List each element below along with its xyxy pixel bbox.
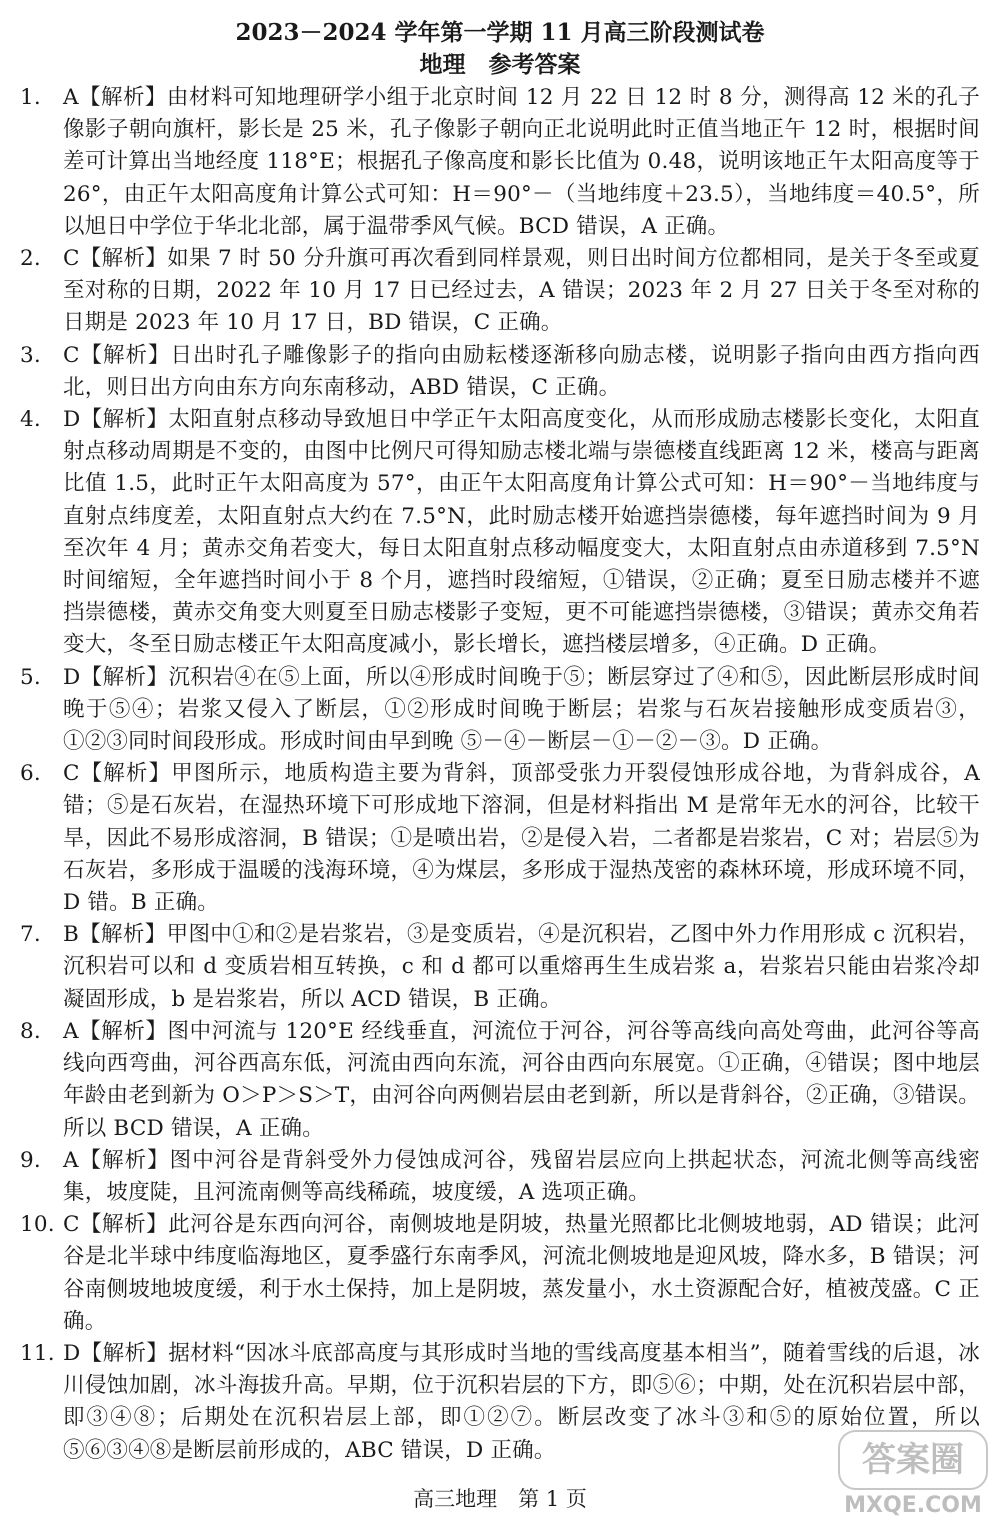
answer-item-2 [20,243,980,340]
answer-item-5 [20,662,980,759]
answer-list [20,82,980,1467]
site-watermark [838,1430,988,1522]
page-subtitle: 地理 参考答案 [419,51,581,78]
answer-number: 5. [20,664,41,690]
answer-item-9 [20,1145,980,1209]
page-title: 2023－2024 学年第一学期 11 月高三阶段测试卷 [235,19,765,46]
answer-number: 8. [20,1018,41,1044]
answer-text: A【解析】图中河流与 120°E 经线垂直，河流位于河谷，河谷等高线向高处弯曲，此河谷等高线向西弯曲，河谷西高东低，河流由西向东流，河谷由西向东展宽。①正确，④错误；图中地层年龄由老到新为 O＞P＞S＞T，由河谷向两侧岩层由老到新，所以是背斜谷，②正确，③错误。所以 BCD 错误，A 正确。 [63,1018,980,1141]
watermark-url: MXQE.COM [844,1493,982,1518]
watermark-logo: 答案圈 [838,1430,988,1490]
answer-text: A【解析】图中河谷是背斜受外力侵蚀成河谷，残留岩层应向上拱起状态，河流北侧等高线密集，坡度陡，且河流南侧等高线稀疏，坡度缓，A 选项正确。 [63,1147,980,1205]
answer-text: C【解析】此河谷是东西向河谷，南侧坡地是阴坡，热量光照都比北侧坡地弱，AD 错误；此河谷是北半球中纬度临海地区，夏季盛行东南季风，河流北侧坡地是迎风坡，降水多，B 错误；河谷南侧坡地坡度缓，利于水土保持，加上是阴坡，蒸发量小，水土资源配合好，植被茂盛。C 正确。 [63,1212,980,1334]
answer-number: 9. [20,1147,41,1173]
answer-item-11 [20,1338,980,1467]
answer-number: 11. [20,1340,55,1366]
page-footer: 高三地理 第 1 页 [413,1487,587,1511]
answer-item-10 [20,1209,980,1338]
answer-text: C【解析】甲图所示，地质构造主要为背斜，顶部受张力开裂侵蚀形成谷地，为背斜成谷，A 错；⑤是石灰岩，在湿热环境下可形成地下溶洞，但是材料指出 M 是常年无水的河谷，比较干旱，因此不易形成溶洞，B 错误；①是喷出岩，②是侵入岩，二者都是岩浆岩，C 对；岩层⑤为石灰岩，多形成于温暖的浅海环境，④为煤层，多形成于湿热茂密的森林环境，形成环境不同，D 错。B 正确。 [63,761,980,916]
answer-number: 4. [20,407,41,433]
answer-number: 7. [20,922,41,948]
answer-number: 1. [20,85,41,110]
answer-item-1 [20,82,980,243]
answer-number: 6. [20,761,41,787]
answer-item-8 [20,1016,980,1145]
answer-text: A【解析】由材料可知地理研学小组于北京时间 12 月 22 日 12 时 8 分，测得高 12 米的孔子像影子朝向旗杆，影长是 25 米，孔子像影子朝向正北说明此时正值当地正午 12 时，根据时间差可计算出当地经度 118°E；根据孔子像高度和影长比值为 0.48，说明该地正午太阳高度等于 26°，由正午太阳高度角计算公式可知：H＝90°－（当地纬度＋23.5），当地纬度＝40.5°，所以旭日中学位于华北北部，属于温带季风气候。BCD 错误，A 正确。 [63,85,980,239]
answer-text: B【解析】甲图中①和②是岩浆岩，③是变质岩，④是沉积岩，乙图中外力作用形成 c 沉积岩，沉积岩可以和 d 变质岩相互转换，c 和 d 都可以重熔再生生成岩浆 a，岩浆岩只能由岩浆冷却凝固形成，b 是岩浆岩，所以 ACD 错误，B 正确。 [63,922,980,1012]
answer-text: D【解析】太阳直射点移动导致旭日中学正午太阳高度变化，从而形成励志楼影长变化，太阳直射点移动周期是不变的，由图中比例尺可得知励志楼北端与崇德楼直线距离 12 米，楼高与距离比值 1.5，此时正午太阳高度为 57°，由正午太阳高度角计算公式可知：H＝90°－当地纬度与直射点纬度差，太阳直射点大约在 7.5°N，此时励志楼开始遮挡崇德楼，每年遮挡时间为 9 月至次年 4 月；黄赤交角若变大，每日太阳直射点移动幅度变大，太阳直射点由赤道移到 7.5°N 时间缩短，全年遮挡时间小于 8 个月，遮挡时段缩短，①错误，②正确；夏至日励志楼并不遮挡崇德楼，黄赤交角变大则夏至日励志楼影子变短，更不可能遮挡崇德楼，③错误；黄赤交角若变大，冬至日励志楼正午太阳高度减小，影长增长，遮挡楼层增多，④正确。D 正确。 [63,407,980,658]
answer-text: D【解析】据材料“因冰斗底部高度与其形成时当地的雪线高度基本相当”，随着雪线的后退，冰川侵蚀加剧，冰斗海拔升高。早期，位于沉积岩层的下方，即⑤⑥；中期，处在沉积岩层中部，即③④⑧；后期处在沉积岩层上部，即①②⑦。断层改变了冰斗③和⑤的原始位置，所以⑤⑥③④⑧是断层前形成的，ABC 错误，D 正确。 [63,1340,980,1463]
answer-number: 2. [20,246,41,272]
answer-item-4 [20,404,980,662]
answer-number: 3. [20,342,41,368]
answer-text: C【解析】如果 7 时 50 分升旗可再次看到同样景观，则日出时间方位都相同，是关于冬至或夏至对称的日期，2022 年 10 月 17 日已经过去，A 错误；2023 年 2 月 27 日关于冬至对称的日期是 2023 年 10 月 17 日，BD 错误，C 正确。 [63,246,980,336]
answer-text: C【解析】日出时孔子雕像影子的指向由励耘楼逐渐移向励志楼，说明影子指向由西方指向西北，则日出方向由东方向东南移动，ABD 错误，C 正确。 [63,342,980,400]
answer-number: 10. [20,1212,55,1238]
answer-item-3 [20,340,980,404]
answer-text: D【解析】沉积岩④在⑤上面，所以④形成时间晚于⑤；断层穿过了④和⑤，因此断层形成时间晚于⑤④；岩浆又侵入了断层，①②形成时间晚于断层；岩浆与石灰岩接触形成变质岩③，①②③同时间段形成。形成时间由早到晚 ⑤－④－断层－①－②－③。D 正确。 [63,664,980,755]
answer-item-6 [20,758,980,919]
answer-item-7 [20,919,980,1016]
